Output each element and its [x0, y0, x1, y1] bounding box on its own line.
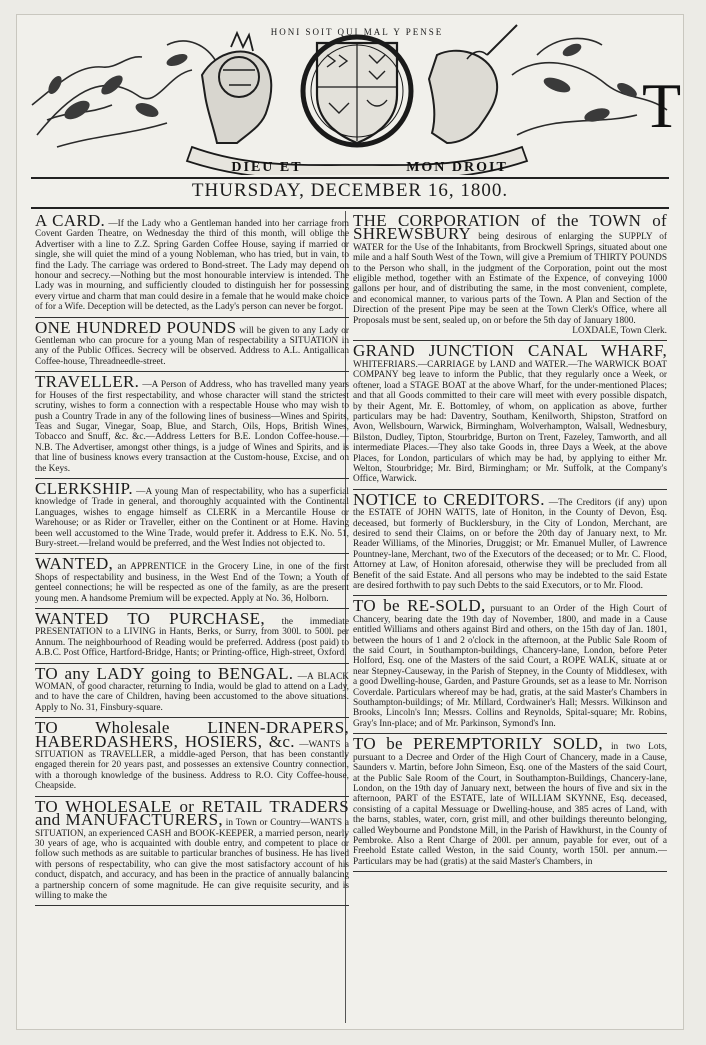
garter-motto: HONI SOIT QUI MAL Y PENSE [270, 27, 444, 37]
ad-lead: TO be PEREMPTORILY SOLD, [353, 734, 603, 754]
right-column [353, 213, 667, 1023]
motto-left: DIEU ET [231, 160, 303, 175]
ad-body: —A Person of Address, who has travelled many years for Houses of the first respectability, and whose character will stand the strictest scrutiny, wishes to form a connection with a respectable House who may wish to push a Country Trade in any of the following lines of business—Wines and Spirits, Teas and Sugar, Vinegar, Soap, Blue, and Starch, Oils, Hops, British Wines, Tobacco and Snuff, &c. &c.—Address Letters for B.E. London Coffee-house.—N.B. The Advertiser, amongst other things, is a judge of Wines and Spirits, and is that line of business knows every transaction at the Custom-house, Excise, and on the Keys. [35, 380, 349, 474]
ad-body: —A young Man of respectability, who has a superficial knowledge of Trade in general, and thoroughly acquainted with the Continental Languages, wishes to engage himself as CLERK in a Mercantile House or Warehouse; or as Rider or Traveller, either on the Continent or at Home. Having been well accustomed to the Wine Trade, would prefer it. Address to E.K. No. 51, Bury-street.—Ireland would be preferred, and the West Indies not objected to. [35, 486, 349, 549]
advertisement [35, 720, 349, 796]
advertisement [35, 663, 349, 719]
advertisement [35, 796, 349, 907]
ad-body: being desirous of enlarging the SUPPLY of WATER for the Use of the Inhabitants, from Brockwell Springs, situated about one mile and a half South West of the Town, will give a Premium of THIRTY POUNDS to the Person who shall, in the judgment of the Corporation, point out the most eligible method, together with an Estimate of the Expence, of conveying 1000 gallons per hour, and of distributing the same, in the most convenient, complete, and economical manner, to various parts of the Town. A Plan and Section of the Direction of the present Pipe may be seen at the Town Clerk's Office, where all Proposals must be sent, sealed up, on or before the 5th day of January 1800. [353, 232, 667, 326]
advertisement [353, 213, 667, 341]
ad-body: the immediate PRESENTATION to a LIVING in Hants, Berks, or Surry, from 300l. to 500l. per Annum. The neighbourhood of Reading would be preferred. Address (post paid) to A.B.C. Post Office, Hartford-Bridge, Hants; or Printing-office, High-street, Oxford. [35, 617, 349, 659]
ad-body: —The Creditors (if any) upon the ESTATE of JOHN WATTS, late of Honiton, in the County of Devon, Esq. deceased, but formerly of Bucklersbury, in the City of London, Merchant, are desired to send their Claims, on or before the 20th day of January next, to Mr. Reader Williams, of the Minories, Druggist; or Mr. Emanuel Muller, of Lawrence Pountney-lane, Merchant, two of the Executors of the deceased; or to Mr. C. Flood, Attorney at Law, of Honiton aforesaid, otherwise they will be precluded from all Benefit of the said Estate. And all persons who may be indebted to the said Estate are desired forthwith to pay such Debts to the said Executors, or to Mr. Flood. [353, 497, 667, 591]
ad-lead: GRAND JUNCTION CANAL WHARF, [353, 341, 667, 361]
advertisement [353, 736, 667, 872]
ad-lead: CLERKSHIP. [35, 478, 133, 498]
ad-body: —If the Lady who a Gentleman handed into her carriage from Covent Garden Theatre, on Wednesday the third of this month, will oblige the Advertiser with a line to Z.Z. Spring Garden Coffee House, saying if married or single, she will quiet the mind of a young Nobleman, who has tried, but in vain, to find the Lady. The carriage was ordered to Bond-street. The Lady may depend on honour and secrecy.—Nothing but the most honourable interview is intended. The Lady was in mourning, and sufficiently clouded to distinguish her for possessing every virtue and charm that man could desire in a female that he would make choice of for a Wife. Deception will be detected, as the Lady's person can never be forgot. [35, 219, 349, 313]
unicorn-supporter-icon [429, 25, 517, 143]
advertisement [353, 598, 667, 734]
ad-body: in Town or Country—WANTS a SITUATION, an experienced CASH and BOOK-KEEPER, a married person, nearly 30 years of age, who is acquainted with double entry, and competent to place or follow such methods as are suitable to particular branches of business. He has lived with persons of respectability, who can give the most satisfactory account of his conduct, dispatch, and accuracy, and has been in the practice of annually balancing a partnership concern of some magnitude. He can give requisite security, and is willing to make the [35, 818, 349, 901]
ad-body: pursuant to an Order of the High Court of Chancery, bearing date the 19th day of November, 1800, and made in a Cause entitled Williams and others against Bird and others, on the 15th day of Jan. 1801, between the hours of 1 and 2 o'clock in the afternoon, at the Public Sale Room of the said Court, in Southampton-buildings, Chancery-lane, London, before Peter Holford, Esq. one of the Masters of the said Court, a ROPE WALK, situate at or near Stepney-Causeway, in the Parish of Stepney, in the County of Middlesex, with a good Dwelling-house, Garden, and Pasture Grounds, set as a lease to Mr. Norrison Coverdale. Particulars whereof may be had, gratis, at the said Master's Chambers in Southampton-buildings; of Mr. Millard, Cordwainer's Hall; Messrs. Wilkinson and Brooks, Lincoln's Inn; Messrs. Collins and Reynolds, Spital-square; Mr. Robins, Gray's Inn-place; and of Mr. Parkinson, Symond's Inn. [353, 604, 667, 729]
advertisement [353, 343, 667, 489]
advertisement [35, 478, 349, 554]
royal-shield-icon [303, 37, 411, 145]
ad-lead: TO WHOLESALE or RETAIL TRADERS and MANUFACTURERS, [35, 796, 349, 830]
motto-right: MON DROIT [406, 160, 508, 175]
advertisement [35, 374, 349, 479]
advertisement [35, 611, 349, 664]
newspaper-title-fragment: T [642, 70, 682, 141]
left-column [35, 213, 349, 1023]
ad-lead: A CARD. [35, 213, 106, 230]
ad-lead: WANTED TO PURCHASE, [35, 609, 265, 628]
ad-lead: TRAVELLER. [35, 372, 140, 392]
ad-lead: TO Wholesale LINEN-DRAPERS, HABERDASHERS, HOSIERS, &c. [35, 718, 349, 751]
ad-lead: NOTICE to CREDITORS. [353, 489, 545, 509]
ad-body: —WANTS a SITUATION as TRAVELLER, a middle-aged Person, that has been constantly engaged therein for 20 years past, and possesses an extensive Country connection, with a thorough knowledge of the business. Address to R.O. City Coffee-house, Cheapside. [35, 739, 349, 792]
newspaper-page [16, 14, 684, 1030]
masthead [17, 15, 684, 175]
ad-lead: THE CORPORATION of the TOWN of SHREWSBURY [353, 213, 667, 244]
rule [31, 207, 669, 209]
ad-signature: LOXDALE, Town Clerk. [572, 326, 667, 337]
ad-body: in two Lots, pursuant to a Decree and Order of the High Court of Chancery, made in a Cause, Saunders v. Martin, before John Simeon, Esq. one of the Masters of the said Court, at the Public Sale Room of the Court, in Southampton-Buildings, Chancery-lane, London, on the 19th day of January next, between the hours of five and six in the afternoon, PART of the ESTATE, late of WILLIAM SKYNNE, Esq. deceased, consisting of a capital Messuage or Dwelling-house, and 385 acres of Land, with the barns, stables, water, corn, grist mill, and other buildings thereunto belonging, called Weybourne and Pondstone Mill, in the Parish of Hawkhurst, in the County of Pembroke. Also a Rent Charge of 200l. per annum, payable for ever, out of a Freehold Estate called Weston, in the said County, worth 150l. per annum.—Particulars may be had (gratis) at the said Master's Chambers, in [353, 742, 667, 867]
ad-body: will be given to any Lady or Gentleman who can procure for a young Man of respectability a SITUATION in any of the Public Offices. Secrecy will be observed. Address to A.L. Antigallican Coffee-house, Threadneedle-street. [35, 325, 349, 367]
issue-date: THURSDAY, DECEMBER 16, 1800. [191, 180, 509, 201]
ad-lead: WANTED, [35, 554, 114, 574]
advertisement [353, 489, 667, 597]
ad-lead: TO be RE-SOLD, [353, 596, 486, 616]
rule [31, 177, 669, 179]
ad-body: —A BLACK WOMAN, of good character, returning to India, would be glad to attend on a Lady, and to have the care of Children, having been accustomed to the above situations. Apply to No. 31, Finsbury-square. [35, 671, 349, 713]
advertisement [35, 317, 349, 373]
advertisement [35, 213, 349, 318]
royal-coat-of-arms-engraving [17, 15, 684, 175]
ad-lead: ONE HUNDRED POUNDS [35, 317, 237, 337]
ad-body: an APPRENTICE in the Grocery Line, in one of the first Shops of respectability and business, in the West End of the Town; a Youth of genteel connections; he will be respected as one of the family, as are the present young men. A handsome Premium will be expected. Apply at No. 36, Holborn. [35, 562, 349, 604]
lion-supporter-icon [202, 33, 271, 143]
advertisement [35, 556, 349, 609]
ad-lead: TO any LADY going to BENGAL. [35, 663, 294, 683]
ad-body: WHITEFRIARS.—CARRIAGE by LAND and WATER.—The WARWICK BOAT COMPANY beg leave to inform the Public, that they regularly once a Week, or oftener, load a STAGE BOAT at the above Wharf, for the under-mentioned Places; and that all Goods committed to their care will meet with every possible dispatch, by their Agent, Mr. E. Bottomley, of whom, on application as above, further particulars may be had: Daventry, Southam, Kenilworth, Shipston, Stratford on Avon, Wellsbourn, Warwick, Birmingham, Wolverhampton, Walsall, Wednesbury, Bilston, Dudley, Tipton, Stourbridge, Burton on Trent, Fazeley, Tamworth, and all intermediate Places.—They also take Goods in, three Days a Week, at the above Places, for London, particulars of which may be had, by applying to either Mr. Welton, Stourbridge; Mr. Bird, Birmingham; or Mr. Suffolk, at the Company's Office, Warwick. [353, 359, 667, 485]
